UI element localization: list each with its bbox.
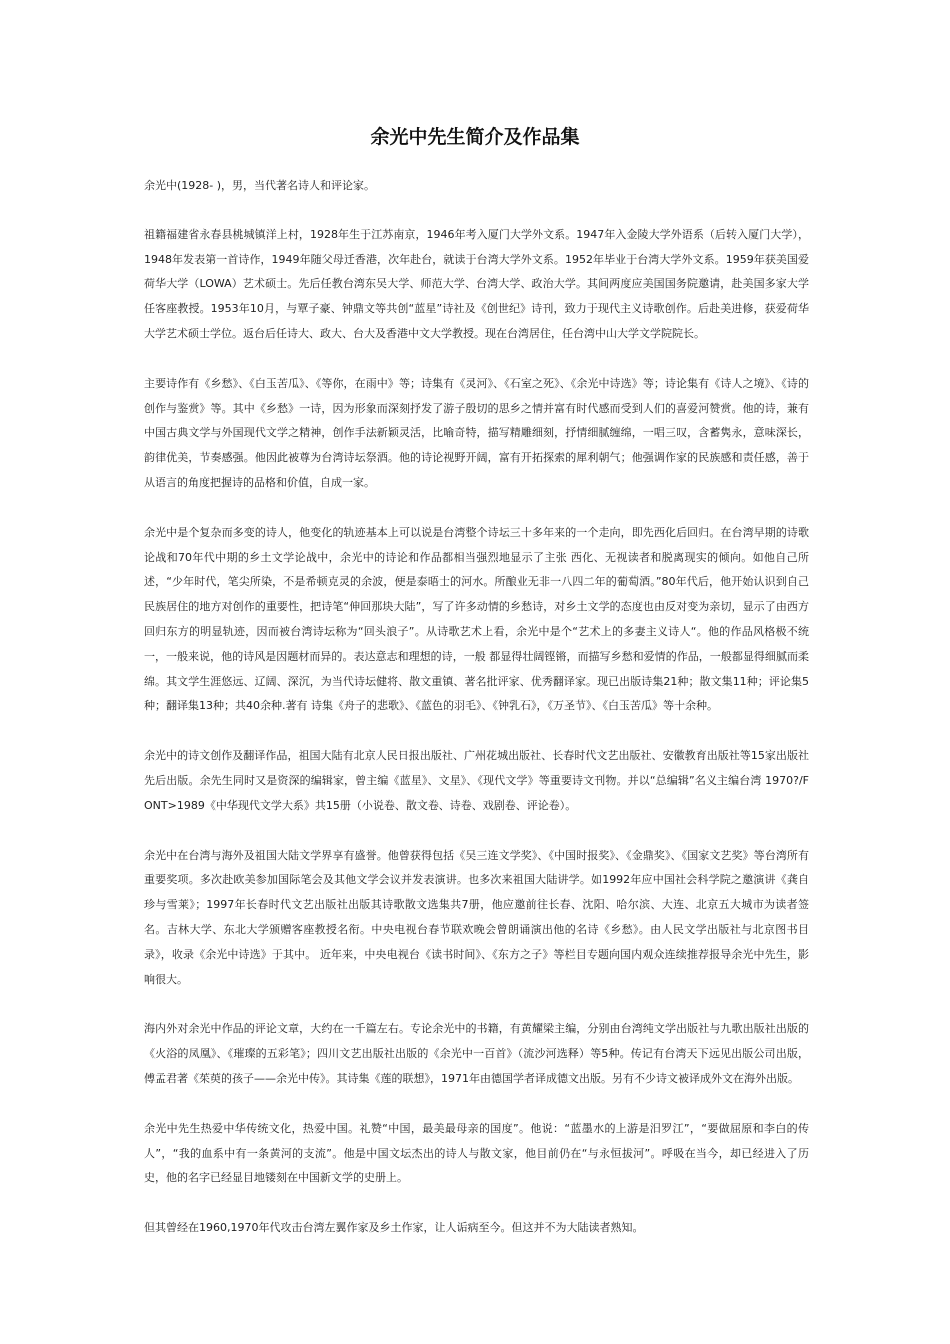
paragraph-intro: 余光中(1928- )，男，当代著名诗人和评论家。 [144,179,376,192]
document-title: 余光中先生简介及作品集 [370,126,580,148]
paragraph-poetic-evolution: 余光中是个复杂而多变的诗人，他变化的轨迹基本上可以说是台湾整个诗坛三十多年来的一个走向，即先西化后回归。在台湾早期的诗歌论战和70年代中期的乡土文学论战中，余光中的诗论和作品都相当强烈地显示了主张 西化、无视读者和脱离现实的倾向。如他自己所述，“少年时代，笔尖所染，不是希顿克灵的余波，便是泰晤士的河水。所酿业无非一八四二年的葡萄酒。”80年代后，他开始认识到自己民族居住的地方对创作的重要性，把诗笔“伸回那块大陆”，写了许多动情的乡愁诗，对乡土文学的态度也由反对变为亲切，显示了由西方回归东方的明显轨迹，因而被台湾诗坛称为“回头浪子”。从诗歌艺术上看，余光中是个“艺术上的多妻主义诗人“。他的作品风格极不统一，一般来说，他的诗风是因题材而异的。表达意志和理想的诗，一般 都显得壮阔铿锵，而描写乡愁和爱情的作品，一般都显得细腻而柔绵。其文学生涯悠远、辽阔、深沉，为当代诗坛健将、散文重镇、著名批评家、优秀翻译家。现已出版诗集21种；散文集11种；评论集5种；翻译集13种；共40余种.著有 诗集《舟子的悲歌》、《蓝色的羽毛》、《钟乳石》，《万圣节》、《白玉苦瓜》等十余种。 [144,525,809,713]
paragraph-major-works: 主要诗作有《乡愁》、《白玉苦瓜》、《等你，在雨中》等；诗集有《灵河》、《石室之死》、《余光中诗选》等；诗论集有《诗人之境》、《诗的创作与鉴赏》等。其中《乡愁》一诗，因为形象而深刻抒发了游子殷切的思乡之情并富有时代感而受到人们的喜爱河赞赏。他的诗，兼有中国古典文学与外国现代文学之精神，创作手法新颖灵活，比喻奇特，描写精雕细刻，抒情细腻缠绵，一唱三叹，含蓄隽永，意味深长，韵律优美，节奏感强。他因此被尊为台湾诗坛祭酒。他的诗论视野开阔，富有开拓探索的犀利朝气；他强调作家的民族感和责任感，善于从语言的角度把握诗的品格和价值，自成一家。 [144,376,809,489]
paragraph-criticism: 海内外对余光中作品的评论文章，大约在一千篇左右。专论余光中的书籍，有黄耀梁主编，分别由台湾纯文学出版社与九歌出版社出版的《火浴的凤凰》、《璀璨的五彩笔》；四川文艺出版社出版的《余光中一百首》（流沙河选释）等5种。传记有台湾天下远见出版公司出版，傅孟君著《茱萸的孩子——余光中传》。其诗集《莲的联想》，1971年由德国学者译成德文出版。另有不少诗文被译成外文在海外出版。 [144,1022,809,1085]
paragraph-publications: 余光中的诗文创作及翻译作品，祖国大陆有北京人民日报出版社、广州花城出版社、长春时代文艺出版社、安徽教育出版社等15家出版社先后出版。余先生同时又是资深的编辑家，曾主编《蓝星》、文星》、《现代文学》等重要诗文刊物。并以“总编辑”名义主编台湾 1970?/FONT>1989《中华现代文学大系》共15册（小说卷、散文卷、诗卷、戏剧卷、评论卷）。 [144,749,809,812]
paragraph-biography: 祖籍福建省永春县桃城镇洋上村，1928年生于江苏南京，1946年考入厦门大学外文系。1947年入金陵大学外语系（后转入厦门大学），1948年发表第一首诗作，1949年随父母迁香港，次年赴台，就读于台湾大学外文系。1952年毕业于台湾大学外文系。1959年获美国爱荷华大学（LOWA）艺术硕士。先后任教台湾东吴大学、师范大学、台湾大学、政治大学。其间两度应美国国务院邀请，赴美国多家大学任客座教授。1953年10月，与覃子豪、钟鼎文等共创“蓝星”诗社及《创世纪》诗刊，致力于现代主义诗歌创作。后赴美进修，获爱荷华大学艺术硕士学位。返台后任诗大、政大、台大及香港中文大学教授。现在台湾居住，任台湾中山大学文学院院长。 [144,227,809,340]
document-body [144,174,809,1241]
paragraph-honors: 余光中在台湾与海外及祖国大陆文学界享有盛誉。他曾获得包括《吴三连文学奖》、《中国时报奖》、《金鼎奖》、《国家文艺奖》等台湾所有重要奖项。多次赴欧美参加国际笔会及其他文学会议并发表演讲。也多次来祖国大陆讲学。如1992年应中国社会科学院之邀演讲《龚自珍与雪莱》；1997年长春时代文艺出版社出版其诗歌散文选集共7册，他应邀前往长春、沈阳、哈尔滨、大连、北京五大城市为读者签名。吉林大学、东北大学颁赠客座教授名衔。中央电视台春节联欢晚会曾朗诵演出他的名诗《乡愁》。由人民文学出版社与北京图书目录》，收录《余光中诗选》于其中。 近年来，中央电视台《读书时间》、《东方之子》等栏目专题向国内观众连续推荐报导余光中先生，影响很大。 [144,848,809,986]
paragraph-controversy: 但其曾经在1960,1970年代攻击台湾左翼作家及乡土作家，让人诟病至今。但这并不为大陆读者熟知。 [144,1221,644,1235]
paragraph-patriotism: 余光中先生热爱中华传统文化，热爱中国。礼赞“中国，最美最母亲的国度”。他说：“蓝墨水的上游是汨罗江”，“要做屈原和李白的传人”，“我的血系中有一条黄河的支流”。他是中国文坛杰出的诗人与散文家，他目前仍在“与永恒拔河”。呼吸在当今，却已经进入了历史，他的名字已经显目地镂刻在中国新文学的史册上。 [144,1121,809,1185]
